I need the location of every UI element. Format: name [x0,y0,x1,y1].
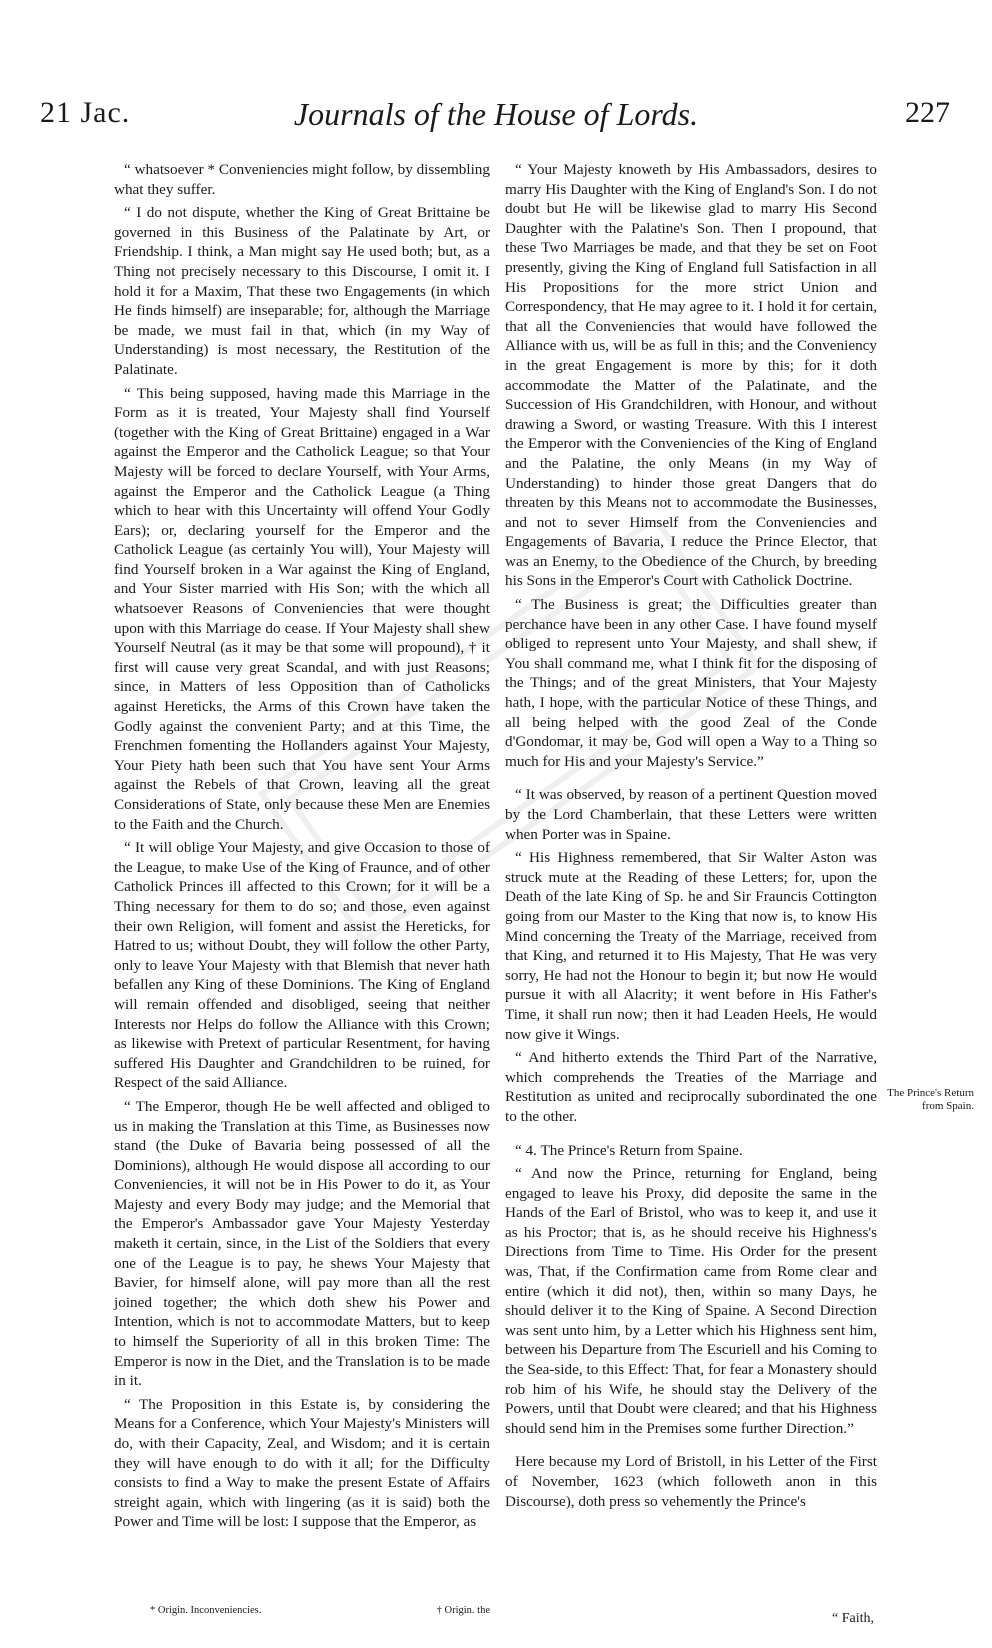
page-header [0,96,992,156]
regnal-year: 21 Jac. [40,96,131,129]
footnote: † Origin. the [436,1605,490,1616]
left-column [114,160,490,1536]
paragraph: “ His Highness remembered, that Sir Walter Aston was struck mute at the Reading of these Letters; for, upon the Death of the late King of Sp. he and Sir Frauncis Cottington going from our Master to the King that now is, to know His Mind concerning the Treaty of the Marriage, received from that King, and returned it to His Majesty, That He was very sorry, He had not the Honour to begin it; but now He would pursue it with all Alacrity; it went before in His Father's Time, it shall run now; then it had Leaden Heels, He would now give it Wings. [505,849,877,1043]
paragraph: “ This being supposed, having made this Marriage in the Form as it is treated, Your Majesty shall find Yourself (together with the King of Great Brittaine) engaged in a War against the Emperor and the Catholick League; so that Your Majesty will be forced to declare Yourself, with Your Arms, against the Emperor and the Catholick League (a Thing which to hear with this Uncertainty will offend Your Godly Ears); or, declaring yourself for the Emperor and the Catholick League (as certainly You will), Your Majesty will find Yourself broken in a War against the King of England, and Your Sister married with His Son; with the which all whatsoever Reasons of Conveniencies that were thought upon with this Marriage do cease. If Your Majesty shall shew Yourself Neutral (as it may be that some will propound), † it first will cause very great Scandal, and with just Reasons; since, in Matters of less Opposition than of Catholicks against Hereticks, the Arms of this Crown have taken the Godly against the convenient Party; and at this Time, the Frenchmen fomenting the Hollanders against Your Majesty, Your Piety hath been such that You have sent Your Arms against the Rebels of that Crown, leaving all the great Considerations of State, only because these Men are Enemies to the Faith and the Church. [114,384,490,833]
right-column [505,160,877,1515]
paragraph: “ And hitherto extends the Third Part of the Narrative, which comprehends the Treaties of the Marriage and Restitution as united and reciprocally subordinated the one to the other. [505,1049,877,1125]
section-heading: “ 4. The Prince's Return from Spaine. [515,1141,743,1159]
paragraph: “ Your Majesty knoweth by His Ambassadors, desires to marry His Daughter with the King of England's Son. I do not doubt but He will be likewise glad to marry His Second Daughter with the Palatine's Son. Then I propound, that these Two Marriages be made, and that they be set on Foot presently, giving the King of England full Satisfaction in all His Propositions for the more strict Union and Correspondency, that He may agree to it. I hold it for certain, that all the Conveniencies that would have followed the Alliance with us, will be as full in this; and the Conveniency in the great Engagement is more by this; for it doth accommodate the Matter of the Palatinate, and the Succession of His Grandchildren, with Honour, and without drawing a Sword, or wasting Treasure. With this I interest the Emperor with the Conveniencies of the King of England and the Palatine, the only Means (in my Way of Understanding) to hinder those great Dangers that do threaten by this Means not to accommodate the Businesses, and not to sever Himself from the Conveniencies and Engagements of Bavaria, I reduce the Prince Elector, that was an Enemy, to the Obedience of the Church, by breeding his Sons in the Emperor's Court with Catholick Doctrine. [505,161,877,590]
paragraph: Here because my Lord of Bristoll, in his Letter of the First of November, 1623 (which followeth anon in this Discourse), doth press so vehemently the Prince's [505,1453,877,1510]
paragraph: “ It will oblige Your Majesty, and give Occasion to those of the League, to make Use of the King of Fraunce, and of other Catholick Princes ill affected to this Crown; for it will be a Thing necessary for them to do so; and those, even against their own Religion, will foment and assist the Hereticks, for Hatred to us; without Doubt, they will follow the other Party, only to leave Your Majesty with that Blemish that never hath befallen any King of these Dominions. The King of England will remain offended and disobliged, seeing that neither Interests nor Helps do follow the Alliance with this Crown; as likewise with Pretext of particular Resentment, for having suffered His Daughter and Grandchildren to be ruined, for Respect of the said Alliance. [114,839,490,1092]
paragraph: “ whatsoever * Conveniencies might follow, by dissembling what they suffer. [114,161,490,198]
paragraph: “ It was observed, by reason of a pertinent Question moved by the Lord Chamberlain, that these Letters were written when Porter was in Spaine. [505,786,877,843]
paragraph: “ The Emperor, though He be well affected and obliged to us in making the Translation at this Time, as Businesses now stand (the Duke of Bavaria being possessed of all the Dominions), although He would dispose all according to our Conveniencies, it will not be in His Power to do it, as Your Majesty and every Body may judge; and the Memorial that the Emperor's Ambassador gave Your Majesty Yesterday maketh it certain, since, in the List of the Soldiers that every one of the League is to pay, he shews Your Majesty that Bavier, for himself alone, will pay more than all the rest joined together; the which doth shew his Power and Intention, which is not to accommodate Matters, but to keep to himself the Superiority of all in this broken Time: The Emperor is now in the Diet, and the Translation is to be made in it. [114,1097,490,1390]
margin-note: The Prince's Return from Spain. [887,1087,974,1112]
footnotes [150,1605,490,1616]
page-number: 227 [905,96,950,129]
paragraph: “ And now the Prince, returning for England, being engaged to leave his Proxy, did deposite the same in the Hands of the Earl of Bristol, who was to keep it, and use it as his Proctor; that is, as he should receive his Highness's Directions from Time to Time. His Order for the present was, That, if the Confirmation came from Rome clear and entire (which it did not), then, within so many Days, he should deliver it to the King of Spaine. A Second Direction was sent unto him, by a Letter which his Highness sent him, between his Departure from The Escuriell and his Coming to the Sea-side, to this Effect: That, for fear a Monastery should rob him of his Wife, he should stay the Delivery of the Powers, until that Doubt were cleared; and that his Highness should send him in the Premises some further Direction.” [505,1165,877,1437]
paragraph: “ The Business is great; the Difficulties greater than perchance have been in any other Case. I have found myself obliged to represent unto Your Majesty, and shall shew, if You shall command me, what I think fit for the disposing of the Things; and of the great Ministers, that Your Majesty hath, I hope, with the particular Notice of these Things, and all being helped with the good Zeal of the Conde d'Gondomar, it may be, God will open a Way to a Thing so much for His and your Majesty's Service.” [505,596,877,770]
footnote: * Origin. Inconveniencies. [150,1605,262,1616]
journal-title: Journals of the House of Lords. [293,96,699,132]
paragraph: “ I do not dispute, whether the King of Great Brittaine be governed in this Business of the Palatinate by Art, or Friendship. I think, a Man might say He used both; but, as a Thing not precisely necessary to this Discourse, I omit it. I hold it for a Maxim, That these two Engagements (in which He finds himself) are inseparable; for, although the Marriage be made, we must fail in that, which (in my Way of Understanding) is most necessary, the Restitution of the Palatinate. [114,204,490,378]
catchword: “ Faith, [832,1611,874,1626]
paragraph: “ The Proposition in this Estate is, by considering the Means for a Conference, which Your Majesty's Ministers will do, with their Capacity, Zeal, and Wisdom; and it is certain they will have enough to do with it all; for the Difficulty consists to find a Way to make the present Estate of Affairs streight again, which with lingering (as it is said) both the Power and Time will be lost: I suppose that the Emperor, as [114,1395,490,1531]
